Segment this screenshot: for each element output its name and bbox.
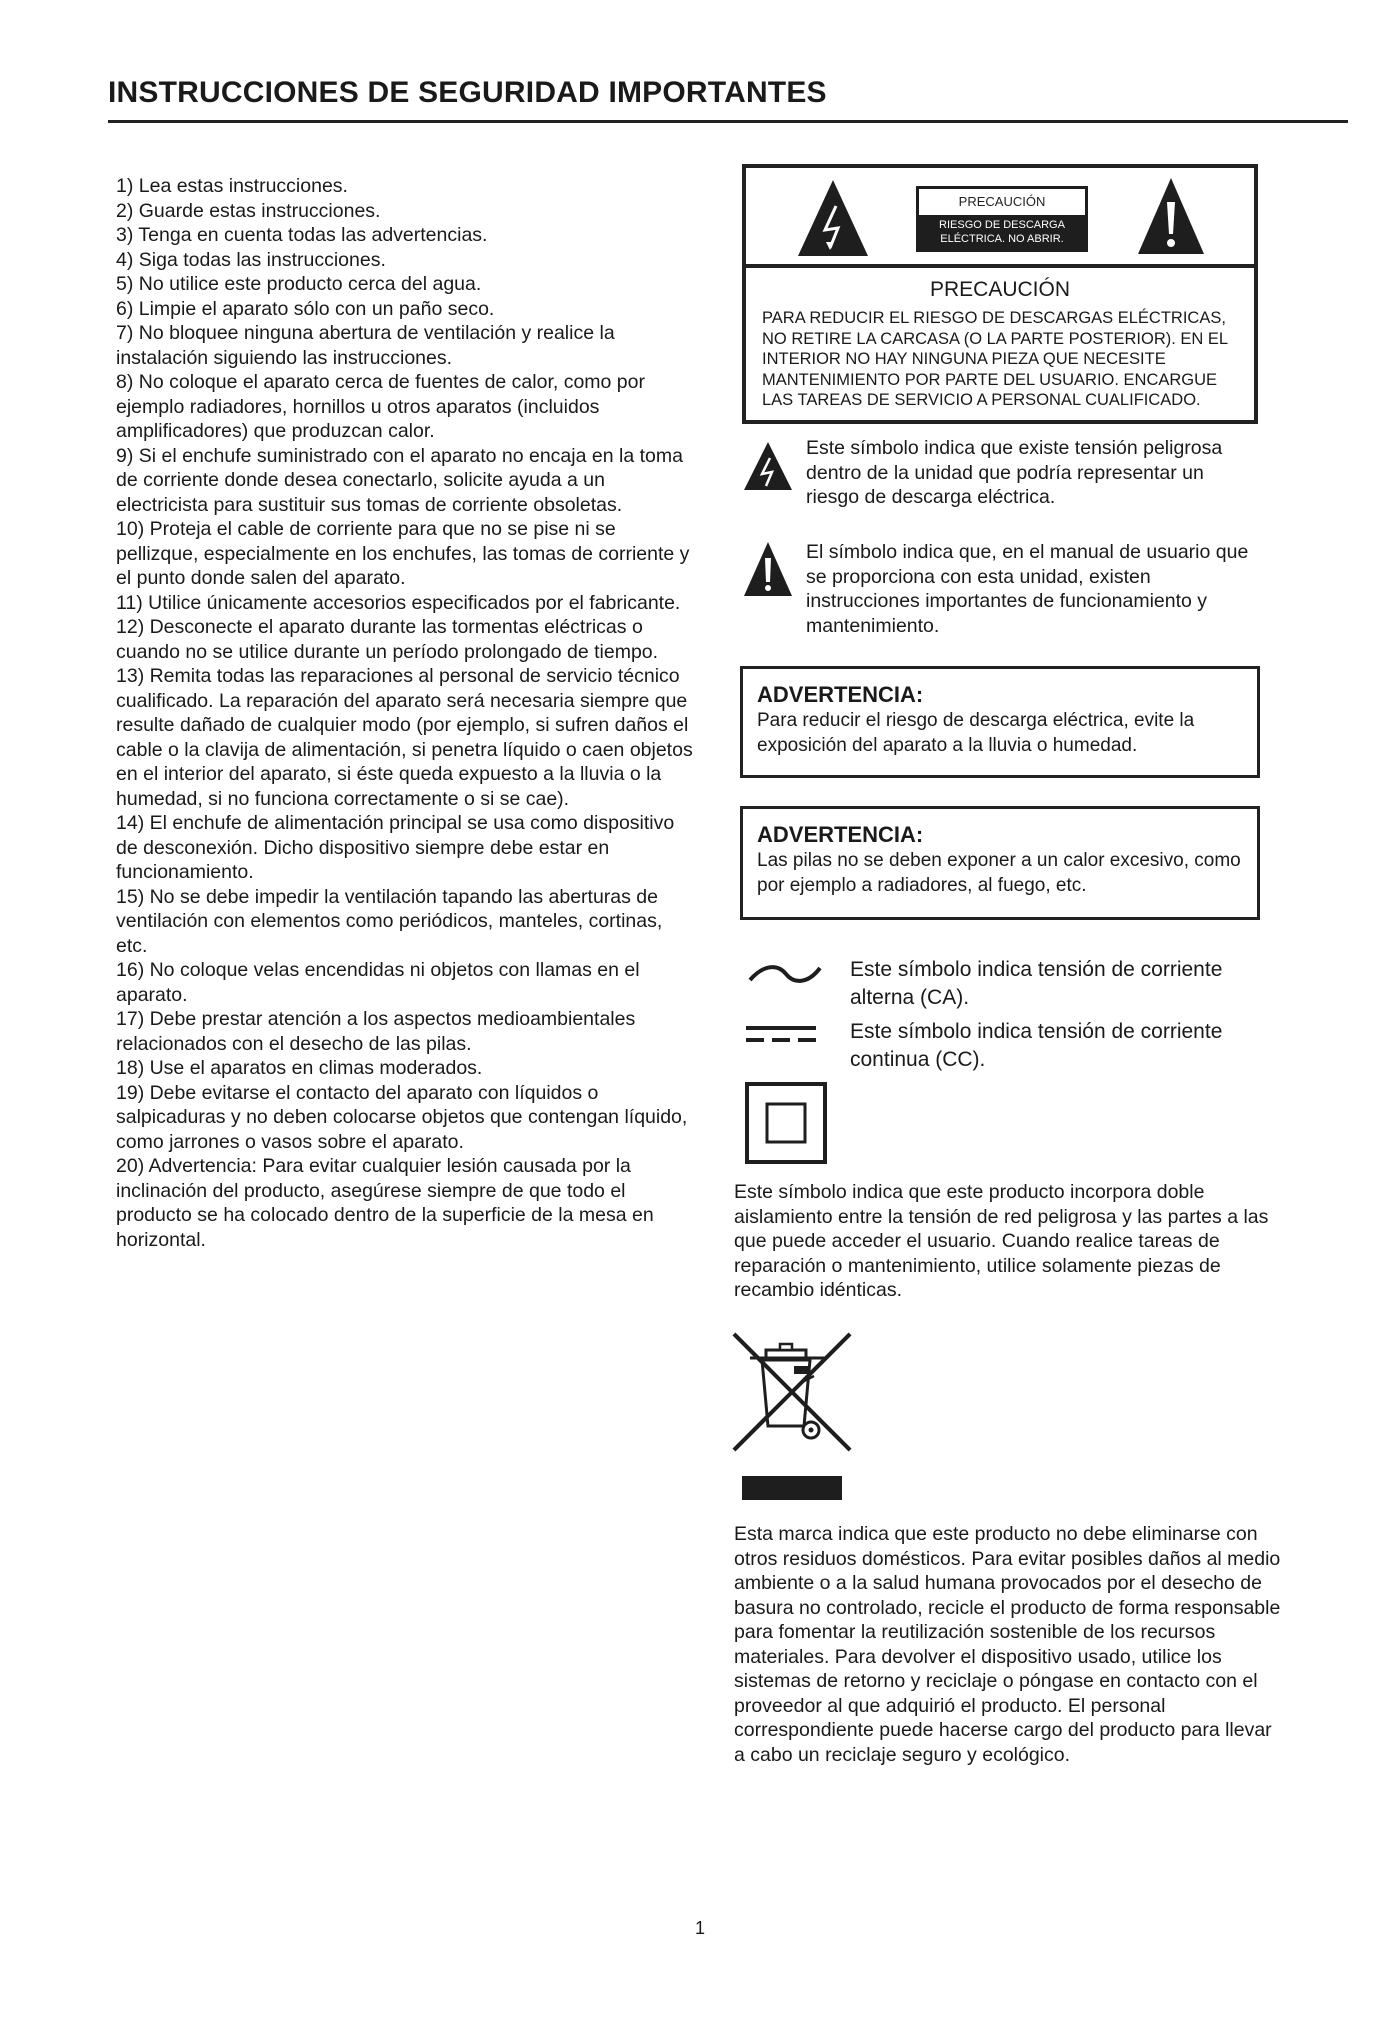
page-title: INSTRUCCIONES DE SEGURIDAD IMPORTANTES	[108, 76, 827, 109]
caution-label-title: PRECAUCIÓN	[919, 189, 1085, 215]
instruction-item: 12) Desconecte el aparato durante las tormentas eléctricas o cuando no se utilice durante un período prolongado de tiempo.	[116, 616, 659, 663]
instruction-item: 10) Proteja el cable de corriente para que no se pise ni se pellizque, especialmente en los enchufes, las tomas de corriente y el punto donde salen del aparato.	[116, 518, 690, 589]
instruction-item: 2) Guarde estas instrucciones.	[116, 199, 381, 222]
caution-label	[916, 186, 1088, 252]
ac-symbol-text: Este símbolo indica tensión de corriente alterna (CA).	[850, 958, 1223, 1009]
dc-symbol-text: Este símbolo indica tensión de corriente continua (CC).	[850, 1020, 1223, 1071]
double-insulation-text: Este símbolo indica que este producto incorpora doble aislamiento entre la tensión de red peligrosa y las partes a las que puede acceder el usuario. Cuando realice tareas de reparación o mantenimiento, utilice solamente piezas de recambio idénticas.	[734, 1181, 1269, 1301]
crossed-out-bin-icon	[730, 1330, 854, 1454]
warning-body: Las pilas no se deben exponer a un calor excesivo, como por ejemplo a radiadores, al fuego, etc.	[757, 850, 1241, 896]
instruction-item: 20) Advertencia: Para evitar cualquier lesión causada por la inclinación del producto, asegúrese siempre de que todo el producto se ha colocado dentro de la superficie de la mesa en horizontal.	[116, 1155, 654, 1251]
instruction-item: 6) Limpie el aparato sólo con un paño seco.	[116, 297, 495, 320]
lightning-warning-icon	[796, 178, 870, 258]
instruction-item: 7) No bloquee ninguna abertura de ventilación y realice la instalación siguiendo las instrucciones.	[116, 322, 615, 369]
page-number: 1	[694, 1918, 705, 1938]
lightning-symbol-text: Este símbolo indica que existe tensión peligrosa dentro de la unidad que podría representar un riesgo de descarga eléctrica.	[806, 437, 1223, 508]
instruction-item: 5) No utilice este producto cerca del agua.	[116, 273, 482, 295]
caution-label-row	[746, 168, 1254, 268]
warning-box-rain	[740, 666, 1260, 778]
lightning-warning-icon	[742, 440, 794, 492]
weee-bar	[742, 1476, 842, 1500]
exclamation-warning-icon	[1136, 176, 1206, 256]
warning-body: Para reducir el riesgo de descarga eléctrica, evite la exposición del aparato a la lluvia o humedad.	[757, 710, 1195, 756]
instruction-item: 17) Debe prestar atención a los aspectos medioambientales relacionados con el desecho de las pilas.	[116, 1008, 636, 1055]
caution-label-text: RIESGO DE DESCARGA ELÉCTRICA. NO ABRIR.	[939, 219, 1065, 245]
weee-text: Esta marca indica que este producto no debe eliminarse con otros residuos domésticos. Para evitar posibles daños al medio ambiente o a la salud humana provocados por el desecho de basura no controlado, recicle el producto de forma responsable para fomentar la reutilización sostenible de los recursos materiales. Para devolver el dispositivo usado, utilice los sistemas de retorno y reciclaje o póngase en contacto con el proveedor al que adquirió el producto. El personal correspondiente puede hacerse cargo del producto para llevar a cabo un reciclaje seguro y ecológico.	[734, 1523, 1281, 1766]
instruction-list	[116, 174, 696, 1252]
exclamation-symbol-text: El símbolo indica que, en el manual de usuario que se proporciona con esta unidad, existen instrucciones importantes de funcionamiento y mantenimiento.	[806, 541, 1249, 637]
caution-body: PARA REDUCIR EL RIESGO DE DESCARGAS ELÉCTRICAS, NO RETIRE LA CARCASA (O LA PARTE POSTERIOR). EN EL INTERIOR NO HAY NINGUNA PIEZA QUE NECESITE MANTENIMIENTO POR PARTE DEL USUARIO. ENCARGUE LAS TAREAS DE SERVICIO A PERSONAL CUALIFICADO.	[762, 309, 1228, 409]
warning-box-batteries	[740, 806, 1260, 920]
instruction-item: 18) Use el aparatos en climas moderados.	[116, 1057, 483, 1079]
instruction-item: 11) Utilice únicamente accesorios especificados por el fabricante.	[116, 591, 681, 614]
warning-heading: ADVERTENCIA:	[757, 682, 924, 707]
instruction-item: 15) No se debe impedir la ventilación tapando las aberturas de ventilación con elementos como periódicos, manteles, cortinas, etc.	[116, 885, 663, 957]
double-insulation-icon	[745, 1082, 827, 1164]
instruction-item: 13) Remita todas las reparaciones al personal de servicio técnico cualificado. La reparación del aparato será necesaria siempre que resulte dañado de cualquier modo (por ejemplo, si sufren daños el cable o la clavija de alimentación, si penetra líquido o caen objetos en el interior del aparato, si éste queda expuesto a la lluvia o la humedad, si no funciona correctamente o si se cae).	[116, 665, 693, 810]
caution-heading: PRECAUCIÓN	[929, 278, 1071, 301]
exclamation-warning-icon	[742, 540, 794, 598]
instruction-item: 1) Lea estas instrucciones.	[116, 175, 348, 197]
dc-symbol-icon	[746, 1024, 816, 1044]
instruction-item: 16) No coloque velas encendidas ni objetos con llamas en el aparato.	[116, 959, 640, 1006]
instruction-item: 14) El enchufe de alimentación principal se usa como dispositivo de desconexión. Dicho dispositivo siempre debe estar en funcionamiento.	[116, 812, 675, 883]
instruction-item: 8) No coloque el aparato cerca de fuentes de calor, como por ejemplo radiadores, hornillos u otros aparatos (incluidos amplificadores) que produzcan calor.	[116, 371, 645, 442]
warning-heading: ADVERTENCIA:	[757, 822, 924, 847]
instruction-item: 9) Si el enchufe suministrado con el aparato no encaja en la toma de corriente donde desea conectarlo, solicite ayuda a un electricista para sustituir sus tomas de corriente obsoletas.	[116, 444, 683, 516]
instruction-item: 4) Siga todas las instrucciones.	[116, 248, 386, 271]
instruction-item: 3) Tenga en cuenta todas las advertencias.	[116, 224, 488, 246]
caution-box	[742, 164, 1258, 424]
ac-symbol-icon	[746, 962, 824, 986]
title-rule	[108, 120, 1348, 123]
instruction-item: 19) Debe evitarse el contacto del aparato con líquidos o salpicaduras y no deben colocarse objetos que contengan líquido, como jarrones o vasos sobre el aparato.	[116, 1081, 688, 1153]
